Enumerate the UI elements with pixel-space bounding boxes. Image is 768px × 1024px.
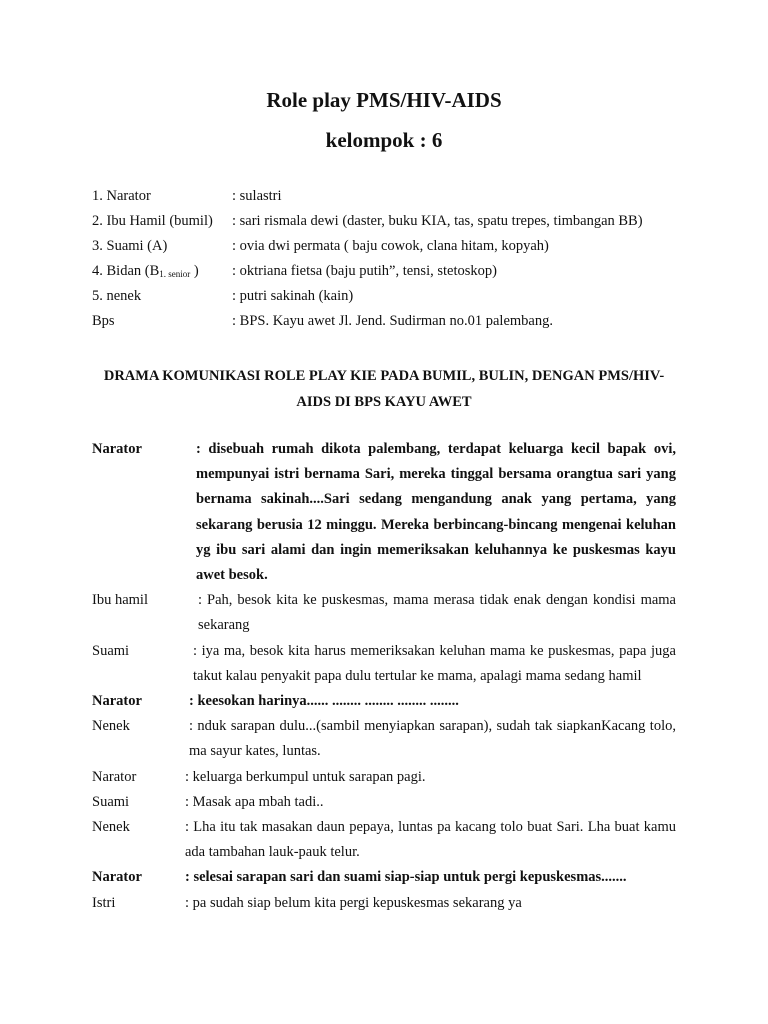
speech: : Masak apa mbah tadi..: [185, 793, 324, 810]
cast-name: Bps: [92, 313, 115, 329]
speech: : selesai sarapan sari dan suami siap-siap untuk pergi kepuskesmas.......: [185, 869, 627, 886]
speech: : keluarga berkumpul untuk sarapan pagi.: [185, 768, 426, 785]
dialogue-line: [92, 891, 676, 916]
dialogue-line: [92, 689, 676, 714]
dialogue-line: [92, 790, 676, 815]
speaker: Suami: [92, 642, 130, 659]
speaker: Narator: [92, 693, 142, 710]
cast-value: : oktriana fietsa (baju putih”, tensi, stetoskop): [232, 263, 497, 279]
cast-name: 1. Narator: [92, 188, 151, 204]
speech: : Pah, besok kita ke puskesmas, mama merasa tidak enak dengan kondisi mama sekarang: [198, 592, 676, 634]
cast-value: : BPS. Kayu awet Jl. Jend. Sudirman no.01 palembang.: [232, 313, 553, 329]
cast-name: 3. Suami (A): [92, 238, 168, 254]
speech: : nduk sarapan dulu...(sambil menyiapkan sarapan), sudah tak siapkanKacang tolo, ma sayur kates, luntas.: [189, 718, 676, 760]
dialogue-line: [92, 815, 676, 865]
speaker: Narator: [92, 441, 142, 457]
speaker: Istri: [92, 894, 116, 911]
dialogue-line: [92, 437, 676, 588]
drama-title: DRAMA KOMUNIKASI ROLE PLAY KIE PADA BUMIL, BULIN, DENGAN PMS/HIV-AIDS DI BPS KAYU AWET: [103, 368, 665, 410]
speech: : iya ma, besok kita harus memeriksakan keluhan mama ke puskesmas, papa juga takut kalau penyakit papa dulu tertular ke mama, apalagi mama sedang hamil: [193, 642, 676, 684]
cast-row: [92, 311, 643, 336]
speech: : disebuah rumah dikota palembang, terdapat keluarga kecil bapak ovi, mempunyai istri bernama Sari, mereka tinggal bersama orangtua sari yang bernama sakinah....Sari sedang mengandung anak yang pertama, yang sekarang berusia 12 minggu. Mereka berbincang-bincang mengenai keluhan yg ibu sari alami dan ingin memeriksakan keluhannya ke puskesmas kayu awet besok.: [196, 441, 676, 584]
cast-value: : sulastri: [232, 188, 282, 204]
group-number: kelompok : 6: [325, 128, 443, 152]
dialogue-line: [92, 639, 676, 689]
cast-name-close: ): [190, 263, 199, 279]
cast-value: : sari rismala dewi (daster, buku KIA, tas, spatu trepes, timbangan BB): [232, 213, 643, 229]
dialogue-line: [92, 765, 676, 790]
cast-name-main: 4. Bidan (B: [92, 263, 160, 279]
cast-row: [92, 186, 643, 211]
cast-row: [92, 211, 643, 236]
cast-value: : ovia dwi permata ( baju cowok, clana hitam, kopyah): [232, 238, 549, 254]
cast-value: : putri sakinah (kain): [232, 288, 354, 304]
speaker: Nenek: [92, 718, 130, 735]
speaker: Nenek: [92, 819, 130, 836]
cast-name-subscript: 1. senior: [159, 269, 191, 279]
cast-row: [92, 261, 643, 286]
speech: : keesokan harinya...... ........ ........ ........ ........: [189, 693, 459, 710]
speaker: Ibu hamil: [92, 592, 148, 609]
cast-name: 5. nenek: [92, 288, 142, 304]
cast-name: [92, 261, 232, 286]
speech: : Lha itu tak masakan daun pepaya, luntas pa kacang tolo buat Sari. Lha buat kamu ada tambahan lauk-pauk telur.: [185, 819, 676, 861]
document-title: Role play PMS/HIV-AIDS: [266, 88, 502, 112]
cast-row: [92, 286, 643, 311]
dialogue-line: [92, 865, 676, 890]
dialogue-line: [92, 714, 676, 764]
cast-list: [92, 186, 643, 336]
speaker: Narator: [92, 768, 137, 785]
cast-name: 2. Ibu Hamil (bumil): [92, 213, 213, 229]
dialogue: [92, 437, 676, 916]
cast-row: [92, 236, 643, 261]
speech: : pa sudah siap belum kita pergi kepuskesmas sekarang ya: [185, 894, 522, 911]
speaker: Suami: [92, 793, 130, 810]
speaker: Narator: [92, 869, 142, 886]
dialogue-line: [92, 588, 676, 638]
